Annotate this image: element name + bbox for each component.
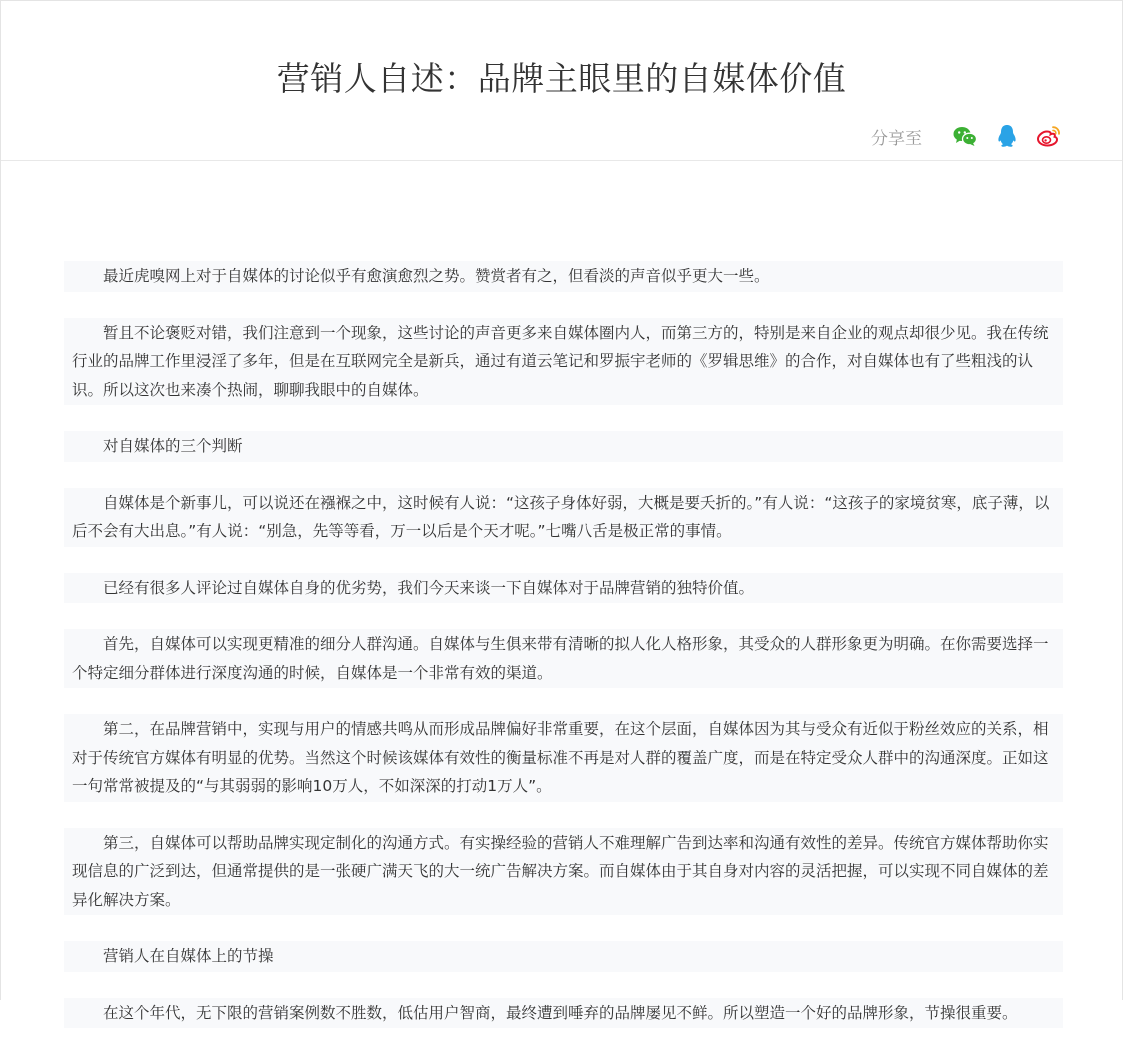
share-label: 分享至 [871, 128, 922, 149]
article-body [64, 261, 1063, 1054]
article-header [1, 1, 1122, 161]
paragraph: 自媒体是个新事儿，可以说还在襁褓之中，这时候有人说：“这孩子身体好弱，大概是要夭折的。”有人说：“这孩子的家境贫寒，底子薄，以后不会有大出息。”有人说：“别急，先等等看，万一以后是个天才呢。”七嘴八舌是极正常的事情。 [64, 488, 1063, 547]
qq-icon[interactable] [994, 123, 1020, 149]
paragraph: 暂且不论褒贬对错，我们注意到一个现象，这些讨论的声音更多来自媒体圈内人，而第三方的，特别是来自企业的观点却很少见。我在传统行业的品牌工作里浸淫了多年，但是在互联网完全是新兵，通过有道云笔记和罗振宇老师的《罗辑思维》的合作，对自媒体也有了些粗浅的认识。所以这次也来凑个热闹，聊聊我眼中的自媒体。 [64, 318, 1063, 406]
share-bar [871, 121, 1062, 151]
weibo-icon[interactable] [1036, 123, 1062, 149]
paragraph: 最近虎嗅网上对于自媒体的讨论似乎有愈演愈烈之势。赞赏者有之，但看淡的声音似乎更大一些。 [64, 261, 1063, 292]
wechat-icon[interactable] [952, 123, 978, 149]
article-title: 营销人自述：品牌主眼里的自媒体价值 [276, 59, 847, 98]
section-heading: 对自媒体的三个判断 [64, 431, 1063, 462]
paragraph: 在这个年代，无下限的营销案例数不胜数，低估用户智商，最终遭到唾弃的品牌屡见不鲜。所以塑造一个好的品牌形象，节操很重要。 [64, 998, 1063, 1029]
section-heading: 营销人在自媒体上的节操 [64, 941, 1063, 972]
paragraph: 第三，自媒体可以帮助品牌实现定制化的沟通方式。有实操经验的营销人不难理解广告到达率和沟通有效性的差异。传统官方媒体帮助你实现信息的广泛到达，但通常提供的是一张硬广满天飞的大一统广告解决方案。而自媒体由于其自身对内容的灵活把握，可以实现不同自媒体的差异化解决方案。 [64, 828, 1063, 916]
paragraph: 第二，在品牌营销中，实现与用户的情感共鸣从而形成品牌偏好非常重要，在这个层面，自媒体因为其与受众有近似于粉丝效应的关系，相对于传统官方媒体有明显的优势。当然这个时候该媒体有效性的衡量标准不再是对人群的覆盖广度，而是在特定受众人群中的沟通深度。正如这一句常常被提及的“与其弱弱的影响10万人，不如深深的打动1万人”。 [64, 714, 1063, 802]
paragraph: 已经有很多人评论过自媒体自身的优劣势，我们今天来谈一下自媒体对于品牌营销的独特价值。 [64, 573, 1063, 604]
paragraph: 首先，自媒体可以实现更精准的细分人群沟通。自媒体与生俱来带有清晰的拟人化人格形象，其受众的人群形象更为明确。在你需要选择一个特定细分群体进行深度沟通的时候，自媒体是一个非常有效的渠道。 [64, 629, 1063, 688]
